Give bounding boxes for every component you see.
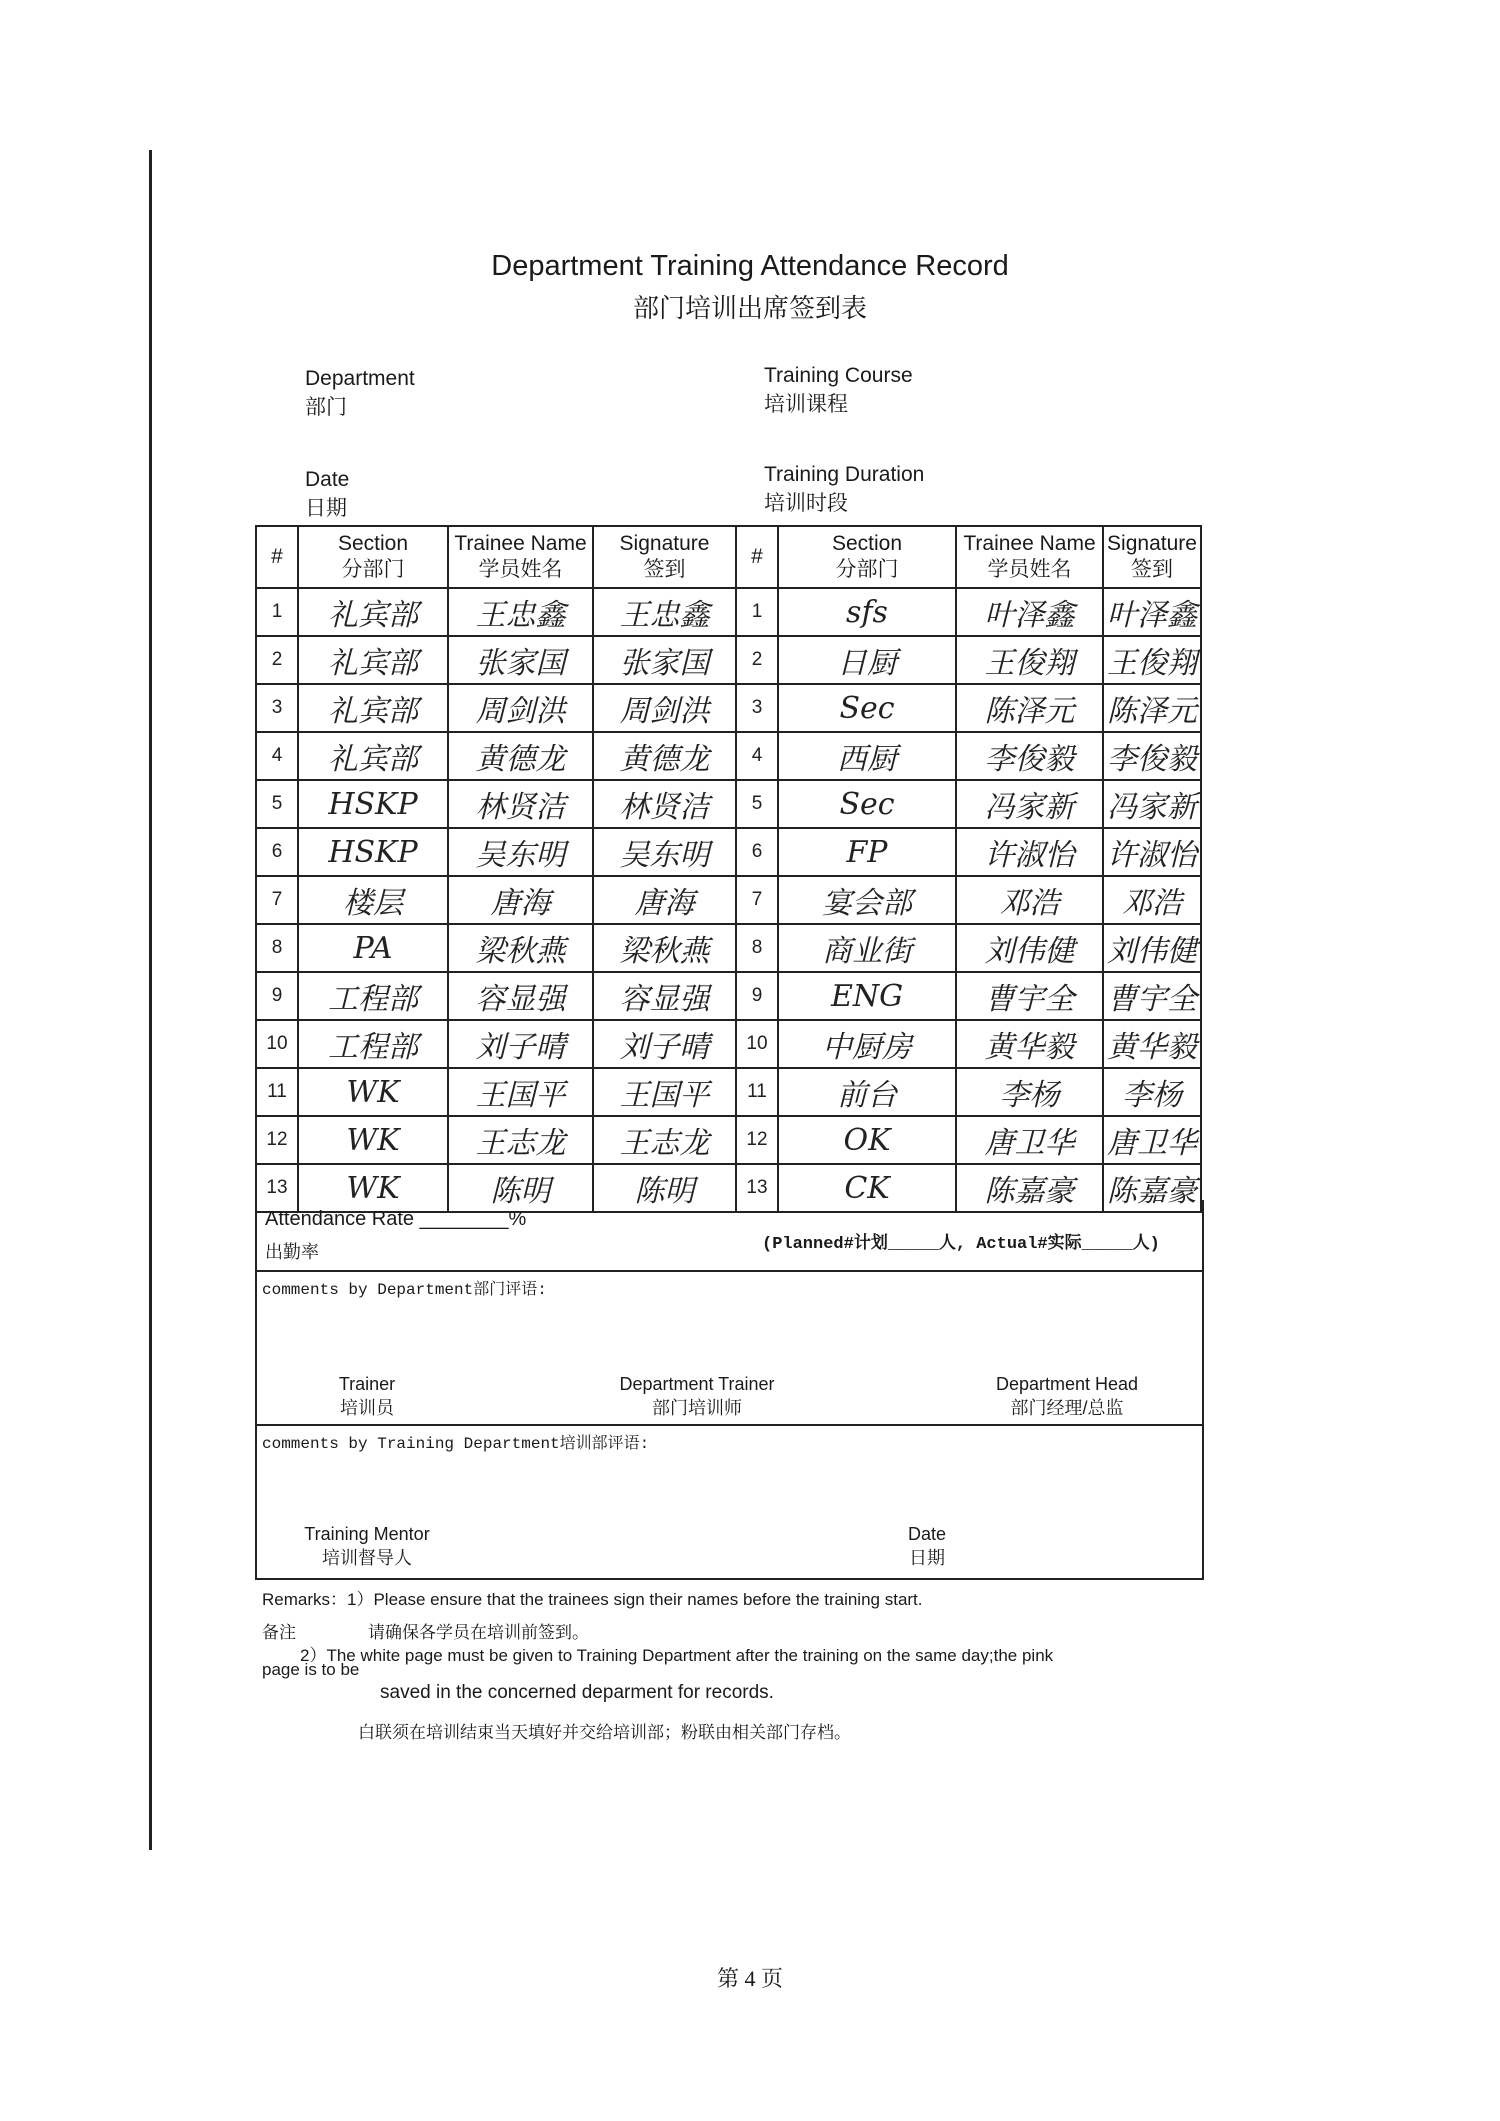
trainee-name-cell: 唐海 bbox=[448, 876, 593, 924]
row-number-cell: 2 bbox=[736, 636, 778, 684]
signature-cell: 叶泽鑫 bbox=[1103, 588, 1201, 636]
remarks-line-5: saved in the concerned deparment for records. bbox=[380, 1682, 774, 1703]
trainee-name-cell: 王忠鑫 bbox=[448, 588, 593, 636]
attendance-rate-blank: ________ bbox=[419, 1208, 509, 1230]
row-number-cell: 3 bbox=[736, 684, 778, 732]
trainee-name-cell: 李杨 bbox=[956, 1068, 1103, 1116]
header-5: Section 分部门 bbox=[778, 526, 956, 588]
remarks-line-4: page is to be bbox=[262, 1660, 360, 1679]
table-row bbox=[256, 1020, 1201, 1068]
table-row bbox=[256, 588, 1201, 636]
attendance-table bbox=[255, 525, 1202, 1213]
row-number-cell: 4 bbox=[736, 732, 778, 780]
trainee-name-cell: 容显强 bbox=[448, 972, 593, 1020]
row-number-cell: 11 bbox=[256, 1068, 298, 1116]
row-number-cell: 7 bbox=[736, 876, 778, 924]
trainee-name-cell: 陈嘉豪 bbox=[956, 1164, 1103, 1212]
page-number: 第 4 页 bbox=[716, 1966, 783, 1991]
trainee-name-cell: 黄德龙 bbox=[448, 732, 593, 780]
row-number-cell: 8 bbox=[736, 924, 778, 972]
header-2: Trainee Name 学员姓名 bbox=[448, 526, 593, 588]
scan-margin-line bbox=[149, 150, 152, 1850]
signature-cell: 唐卫华 bbox=[1103, 1116, 1201, 1164]
section-cell: 工程部 bbox=[298, 1020, 448, 1068]
table-row bbox=[256, 780, 1201, 828]
signature-cell: 刘伟健 bbox=[1103, 924, 1201, 972]
row-number-cell: 8 bbox=[256, 924, 298, 972]
table-row bbox=[256, 828, 1201, 876]
row-number-cell: 2 bbox=[256, 636, 298, 684]
signature-cell: 王忠鑫 bbox=[593, 588, 736, 636]
planned-actual: (Planned#计划_____人, Actual#实际_____人) bbox=[762, 1235, 1160, 1254]
table-row bbox=[256, 1068, 1201, 1116]
signature-cell: 唐海 bbox=[593, 876, 736, 924]
row-number-cell: 6 bbox=[256, 828, 298, 876]
trainee-name-cell: 李俊毅 bbox=[956, 732, 1103, 780]
training-comments-label: comments by Training Department培训部评语: bbox=[262, 1435, 650, 1453]
trainee-name-cell: 周剑洪 bbox=[448, 684, 593, 732]
header-0: # bbox=[256, 526, 298, 588]
section-cell: 前台 bbox=[778, 1068, 956, 1116]
table-row bbox=[256, 972, 1201, 1020]
attendance-rate-label: Attendance Rate bbox=[265, 1208, 414, 1230]
signature-cell: 邓浩 bbox=[1103, 876, 1201, 924]
signature-cell: 李俊毅 bbox=[1103, 732, 1201, 780]
trainee-name-cell: 梁秋燕 bbox=[448, 924, 593, 972]
trainee-name-cell: 刘伟健 bbox=[956, 924, 1103, 972]
trainee-name-cell: 张家国 bbox=[448, 636, 593, 684]
row-number-cell: 4 bbox=[256, 732, 298, 780]
remarks-line-2: 请确保各学员在培训前签到。 bbox=[368, 1623, 589, 1642]
section-cell: HSKP bbox=[298, 780, 448, 828]
section-cell: WK bbox=[298, 1068, 448, 1116]
trainee-name-cell: 陈明 bbox=[448, 1164, 593, 1212]
section-cell: 西厨 bbox=[778, 732, 956, 780]
row-number-cell: 10 bbox=[256, 1020, 298, 1068]
department-trainer-sign: Department Trainer 部门培训师 bbox=[619, 1374, 775, 1418]
header-3: Signature 签到 bbox=[593, 526, 736, 588]
table-row bbox=[256, 732, 1201, 780]
department-comments-label: comments by Department部门评语: bbox=[262, 1281, 547, 1299]
row-number-cell: 5 bbox=[736, 780, 778, 828]
training-comments-box bbox=[255, 1424, 1204, 1580]
row-number-cell: 7 bbox=[256, 876, 298, 924]
trainee-name-cell: 王俊翔 bbox=[956, 636, 1103, 684]
trainee-name-cell: 叶泽鑫 bbox=[956, 588, 1103, 636]
section-cell: 楼层 bbox=[298, 876, 448, 924]
department-field: Department 部门 bbox=[305, 367, 415, 419]
training-date-sign: Date 日期 bbox=[907, 1524, 947, 1568]
training-course-field: Training Course 培训课程 bbox=[764, 364, 913, 416]
row-number-cell: 12 bbox=[256, 1116, 298, 1164]
signature-cell: 王国平 bbox=[593, 1068, 736, 1116]
trainee-name-cell: 邓浩 bbox=[956, 876, 1103, 924]
trainee-name-cell: 许淑怡 bbox=[956, 828, 1103, 876]
header-4: # bbox=[736, 526, 778, 588]
signature-cell: 李杨 bbox=[1103, 1068, 1201, 1116]
signature-cell: 许淑怡 bbox=[1103, 828, 1201, 876]
percent-sign: % bbox=[508, 1208, 527, 1230]
remarks-line-6: 白联须在培训结束当天填好并交给培训部；粉联由相关部门存档。 bbox=[358, 1723, 851, 1742]
signature-cell: 曹宇全 bbox=[1103, 972, 1201, 1020]
trainee-name-cell: 唐卫华 bbox=[956, 1116, 1103, 1164]
table-header-row bbox=[256, 526, 1201, 588]
row-number-cell: 3 bbox=[256, 684, 298, 732]
trainee-name-cell: 陈泽元 bbox=[956, 684, 1103, 732]
trainee-name-cell: 冯家新 bbox=[956, 780, 1103, 828]
section-cell: 中厨房 bbox=[778, 1020, 956, 1068]
signature-cell: 刘子晴 bbox=[593, 1020, 736, 1068]
section-cell: sfs bbox=[778, 588, 956, 636]
form-title: Department Training Attendance Record bbox=[491, 250, 1009, 282]
signature-cell: 陈明 bbox=[593, 1164, 736, 1212]
row-number-cell: 11 bbox=[736, 1068, 778, 1116]
table-row bbox=[256, 684, 1201, 732]
remarks-line-3: 2）The white page must be given to Training Department after the training on the same day;the pink bbox=[300, 1646, 1054, 1665]
signature-cell: 容显强 bbox=[593, 972, 736, 1020]
section-cell: 礼宾部 bbox=[298, 732, 448, 780]
trainee-name-cell: 刘子晴 bbox=[448, 1020, 593, 1068]
signature-cell: 陈泽元 bbox=[1103, 684, 1201, 732]
remarks-label-zh: 备注 bbox=[262, 1623, 296, 1642]
signature-cell: 周剑洪 bbox=[593, 684, 736, 732]
department-head-sign: Department Head 部门经理/总监 bbox=[995, 1374, 1139, 1418]
section-cell: FP bbox=[778, 828, 956, 876]
section-cell: 商业街 bbox=[778, 924, 956, 972]
section-cell: OK bbox=[778, 1116, 956, 1164]
signature-cell: 陈嘉豪 bbox=[1103, 1164, 1201, 1212]
section-cell: Sec bbox=[778, 780, 956, 828]
signature-cell: 林贤洁 bbox=[593, 780, 736, 828]
trainee-name-cell: 王国平 bbox=[448, 1068, 593, 1116]
signature-cell: 黄德龙 bbox=[593, 732, 736, 780]
section-cell: 宴会部 bbox=[778, 876, 956, 924]
training-duration-field: Training Duration 培训时段 bbox=[764, 463, 925, 515]
section-cell: 礼宾部 bbox=[298, 588, 448, 636]
section-cell: CK bbox=[778, 1164, 956, 1212]
section-cell: 工程部 bbox=[298, 972, 448, 1020]
table-row bbox=[256, 876, 1201, 924]
signature-cell: 冯家新 bbox=[1103, 780, 1201, 828]
section-cell: 礼宾部 bbox=[298, 684, 448, 732]
row-number-cell: 1 bbox=[736, 588, 778, 636]
table-row bbox=[256, 1116, 1201, 1164]
table-row bbox=[256, 924, 1201, 972]
section-cell: PA bbox=[298, 924, 448, 972]
signature-cell: 梁秋燕 bbox=[593, 924, 736, 972]
trainee-name-cell: 林贤洁 bbox=[448, 780, 593, 828]
signature-cell: 吴东明 bbox=[593, 828, 736, 876]
remarks-line-1: Remarks：1）Please ensure that the trainees sign their names before the training start. bbox=[262, 1590, 923, 1609]
section-cell: ENG bbox=[778, 972, 956, 1020]
form-title-zh: 部门培训出席签到表 bbox=[632, 293, 867, 323]
date-field: Date 日期 bbox=[305, 468, 350, 520]
table-row bbox=[256, 636, 1201, 684]
trainer-sign: Trainer 培训员 bbox=[338, 1374, 396, 1418]
signature-cell: 王志龙 bbox=[593, 1116, 736, 1164]
row-number-cell: 1 bbox=[256, 588, 298, 636]
signature-cell: 张家国 bbox=[593, 636, 736, 684]
row-number-cell: 13 bbox=[736, 1164, 778, 1212]
row-number-cell: 9 bbox=[256, 972, 298, 1020]
trainee-name-cell: 黄华毅 bbox=[956, 1020, 1103, 1068]
header-1: Section 分部门 bbox=[298, 526, 448, 588]
section-cell: 日厨 bbox=[778, 636, 956, 684]
section-cell: 礼宾部 bbox=[298, 636, 448, 684]
trainee-name-cell: 曹宇全 bbox=[956, 972, 1103, 1020]
table-body bbox=[256, 588, 1201, 1212]
header-6: Trainee Name 学员姓名 bbox=[956, 526, 1103, 588]
section-cell: WK bbox=[298, 1116, 448, 1164]
header-7: Signature 签到 bbox=[1103, 526, 1201, 588]
department-comments-box bbox=[255, 1270, 1204, 1426]
signature-cell: 王俊翔 bbox=[1103, 636, 1201, 684]
row-number-cell: 13 bbox=[256, 1164, 298, 1212]
attendance-rate-zh: 出勤率 bbox=[265, 1242, 319, 1262]
row-number-cell: 5 bbox=[256, 780, 298, 828]
training-mentor-sign: Training Mentor 培训督导人 bbox=[304, 1524, 430, 1568]
row-number-cell: 12 bbox=[736, 1116, 778, 1164]
attendance-rate-box bbox=[255, 1200, 1204, 1272]
section-cell: WK bbox=[298, 1164, 448, 1212]
trainee-name-cell: 吴东明 bbox=[448, 828, 593, 876]
section-cell: HSKP bbox=[298, 828, 448, 876]
trainee-name-cell: 王志龙 bbox=[448, 1116, 593, 1164]
signature-cell: 黄华毅 bbox=[1103, 1020, 1201, 1068]
section-cell: Sec bbox=[778, 684, 956, 732]
row-number-cell: 10 bbox=[736, 1020, 778, 1068]
row-number-cell: 6 bbox=[736, 828, 778, 876]
row-number-cell: 9 bbox=[736, 972, 778, 1020]
